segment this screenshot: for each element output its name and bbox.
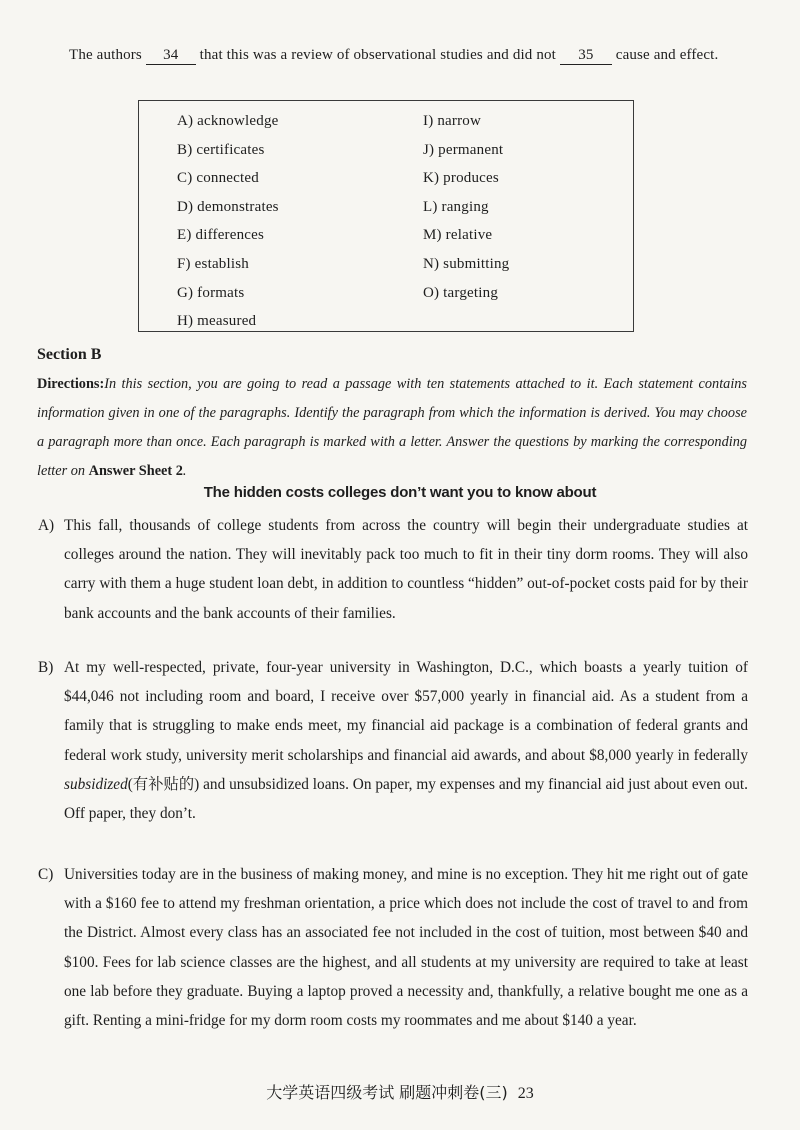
word-bank-item: G) formats xyxy=(177,284,245,301)
cloze-sentence xyxy=(69,40,759,70)
paragraph-text-part: and unsubsidized loans. On paper, my expenses and my financial aid just about even out. Off paper, they don’t. xyxy=(64,775,748,823)
paragraph-letter: A) xyxy=(38,517,55,534)
word-bank-item: O) targeting xyxy=(423,284,499,301)
directions-label: Directions: xyxy=(37,376,105,392)
chinese-gloss: (有补贴的) xyxy=(127,775,200,793)
directions-end: . xyxy=(182,463,187,479)
word-bank-item: C) connected xyxy=(177,170,259,187)
word-bank-item: L) ranging xyxy=(423,198,489,215)
word-bank-item: F) establish xyxy=(177,255,249,272)
directions xyxy=(37,370,747,486)
page-number: 23 xyxy=(517,1085,534,1102)
cloze-text-before: The authors xyxy=(69,47,146,63)
cloze-text-after: cause and effect. xyxy=(611,47,719,63)
cloze-text-middle: that this was a review of observational studies and did not xyxy=(195,47,560,63)
word-bank-item: N) submitting xyxy=(423,255,510,272)
word-bank-item: B) certificates xyxy=(177,141,265,158)
paragraph-text xyxy=(64,653,748,828)
word-bank-item: A) acknowledge xyxy=(177,113,279,129)
word-bank-item: I) narrow xyxy=(423,113,482,129)
word-bank-item: J) permanent xyxy=(423,141,504,158)
word-bank-box xyxy=(138,100,634,332)
passage-title: The hidden costs colleges don’t want you to know about xyxy=(203,484,597,501)
word-bank-left-column xyxy=(177,107,279,336)
blank-34: 34 xyxy=(146,46,196,65)
paragraph-text: This fall, thousands of college students from across the country will begin their undergraduate studies at colleges around the nation. They will inevitably pack too much to fit in their tiny dorm rooms. They will also carry with them a huge student loan debt, in addition to countless “hidden” out-of-pocket costs paid for by their bank accounts and the bank accounts of their families. xyxy=(64,517,748,622)
paragraph-c xyxy=(38,860,748,1035)
paragraph-text-part: At my well-respected, private, four-year university in Washington, D.C., which boasts a yearly tuition of $44,046 not including room and board, I receive over $57,000 yearly in financial aid. As a student from a family that is struggling to make ends meet, my financial aid package is a combination of federal grants and federal work study, university merit scholarships and financial aid awards, and about $8,000 yearly in federally xyxy=(64,659,748,764)
paragraph-b xyxy=(38,653,748,828)
word-bank-item: D) demonstrates xyxy=(177,198,279,215)
page-footer xyxy=(0,1080,800,1103)
paragraph-letter: C) xyxy=(38,866,54,883)
paragraph-text: Universities today are in the business of making money, and mine is no exception. They hit me right out of gate with a $160 fee to attend my freshman orientation, a price which does not include the cost of travel to and from the District. Almost every class has an associated fee not included in the cost of tuition, most between $40 and $100. Fees for lab science classes are the highest, and all students at my university are required to take at least one lab before they graduate. Buying a laptop proved a necessity and, thankfully, a relative bought me one as a gift. Renting a mini-fridge for my dorm room costs my roommates and me about $140 a year. xyxy=(64,866,748,1030)
section-heading: Section B xyxy=(37,346,102,363)
answer-sheet-ref: Answer Sheet 2 xyxy=(88,463,183,479)
italic-term: subsidized xyxy=(64,775,128,793)
directions-text: In this section, you are going to read a passage with ten statements attached to it. Each statement contains information given in one of the paragraphs. Identify the paragraph from which the information is derived. You may choose a paragraph more than once. Each paragraph is marked with a letter. Answer the questions by marking the corresponding letter on xyxy=(37,376,747,479)
word-bank-item: E) differences xyxy=(177,227,265,244)
paragraph-letter: B) xyxy=(38,659,54,676)
paragraph-a xyxy=(38,511,748,628)
word-bank-item: M) relative xyxy=(423,227,493,244)
blank-35: 35 xyxy=(560,46,612,65)
word-bank-right-column xyxy=(423,107,509,307)
footer-title: 大学英语四级考试 刷题冲刺卷(三) xyxy=(266,1083,508,1102)
word-bank-item: H) measured xyxy=(177,313,257,330)
word-bank-item: K) produces xyxy=(423,170,499,187)
